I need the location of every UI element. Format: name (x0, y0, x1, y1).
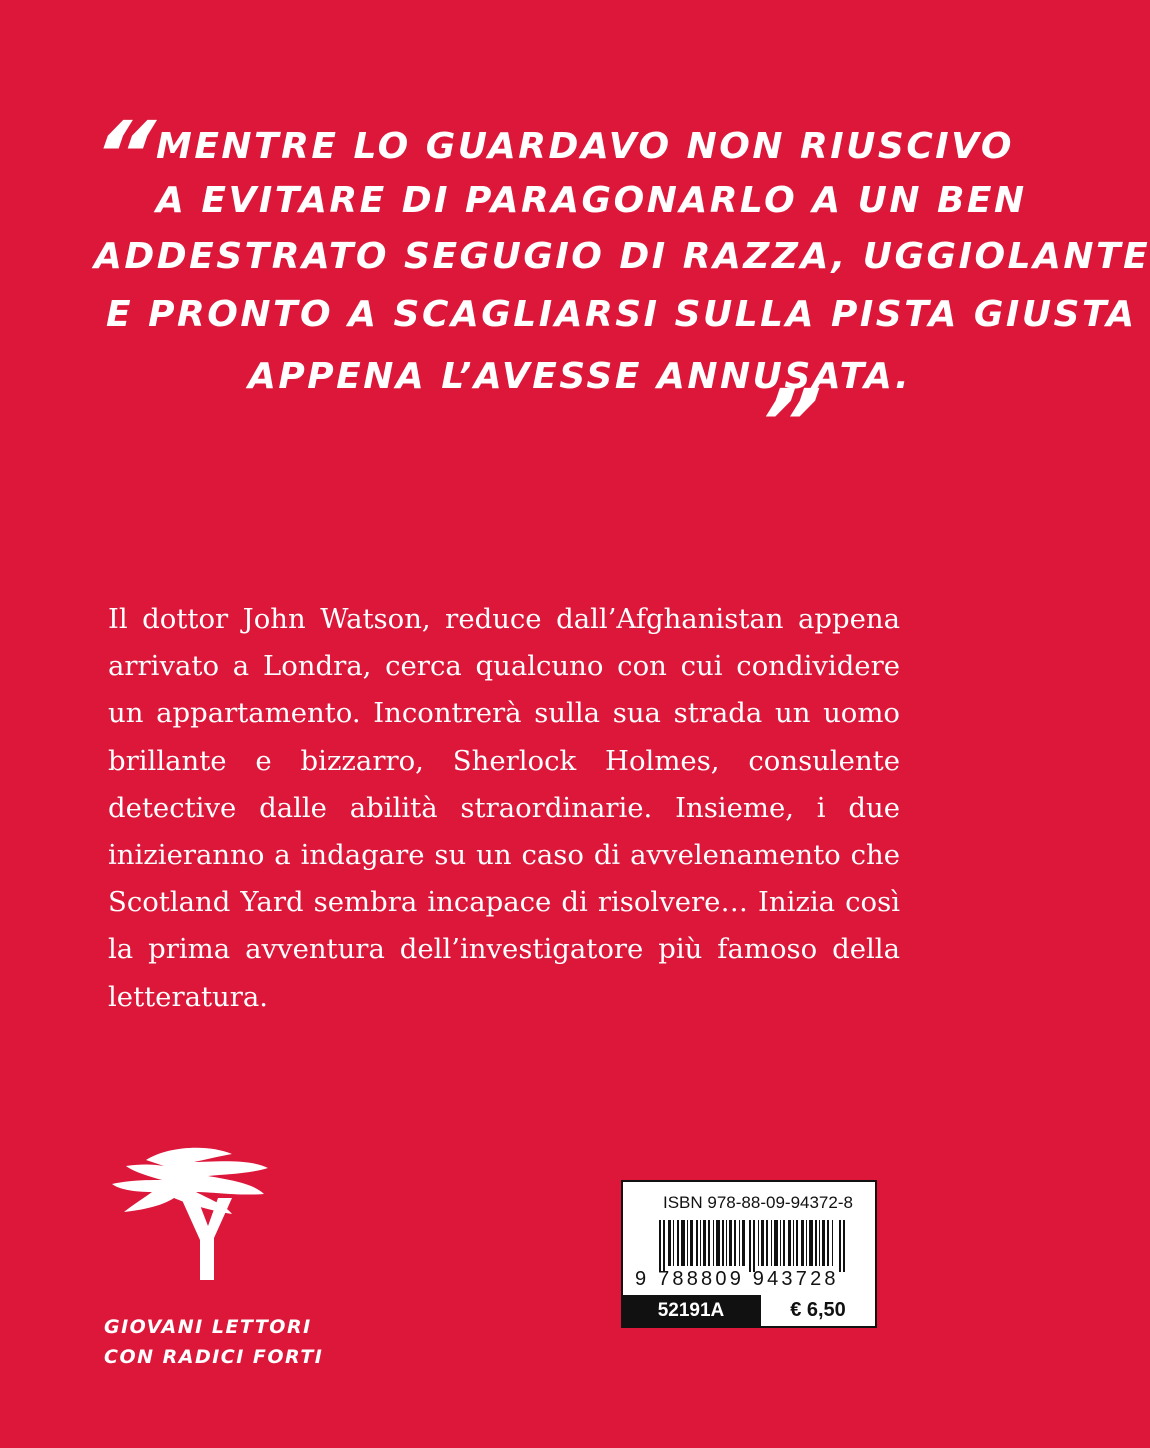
close-quote-mark: ” (750, 370, 825, 477)
tree-icon (108, 1140, 278, 1280)
quote-line-4: E PRONTO A SCAGLIARSI SULLA PISTA GIUSTA (106, 294, 1137, 335)
barcode-box (621, 1180, 877, 1328)
logo-text-line-1: GIOVANI LETTORI (104, 1316, 312, 1338)
quote-line-2: A EVITARE DI PARAGONARLO A UN BEN (156, 180, 1027, 221)
product-code: 52191A (623, 1295, 759, 1326)
isbn-label: ISBN 978-88-09-94372-8 (663, 1193, 853, 1212)
quote-line-1: MENTRE LO GUARDAVO NON RIUSCIVO (156, 126, 1014, 167)
book-blurb: Il dottor John Watson, reduce dall’Afghanistan appena arrivato a Londra, cerca qualcuno con cui condividere un appartamento. Incontrerà sulla sua strada un uomo brillante e bizzarro, Sherlock Holmes, consulente detective dalle abilità straordinarie. Insieme, i due inizieranno a indagare su un caso di avvelenamento che Scotland Yard sembra incapace di risolvere… Inizia così la prima avventura dell’investigatore più famoso della letteratura. (108, 603, 900, 1013)
isbn-digits: 9 788809 943728 (635, 1268, 839, 1290)
price-label: € 6,50 (759, 1295, 875, 1326)
quote-line-3: ADDESTRATO SEGUGIO DI RAZZA, UGGIOLANTE (94, 236, 1150, 277)
open-quote-mark: “ (84, 102, 159, 209)
publisher-logo (100, 1140, 324, 1380)
logo-text-line-2: CON RADICI FORTI (104, 1346, 324, 1368)
quote-block (84, 102, 1150, 477)
barcode-bars (659, 1220, 847, 1272)
quote-line-5: APPENA L’AVESSE ANNUSATA. (248, 356, 912, 397)
